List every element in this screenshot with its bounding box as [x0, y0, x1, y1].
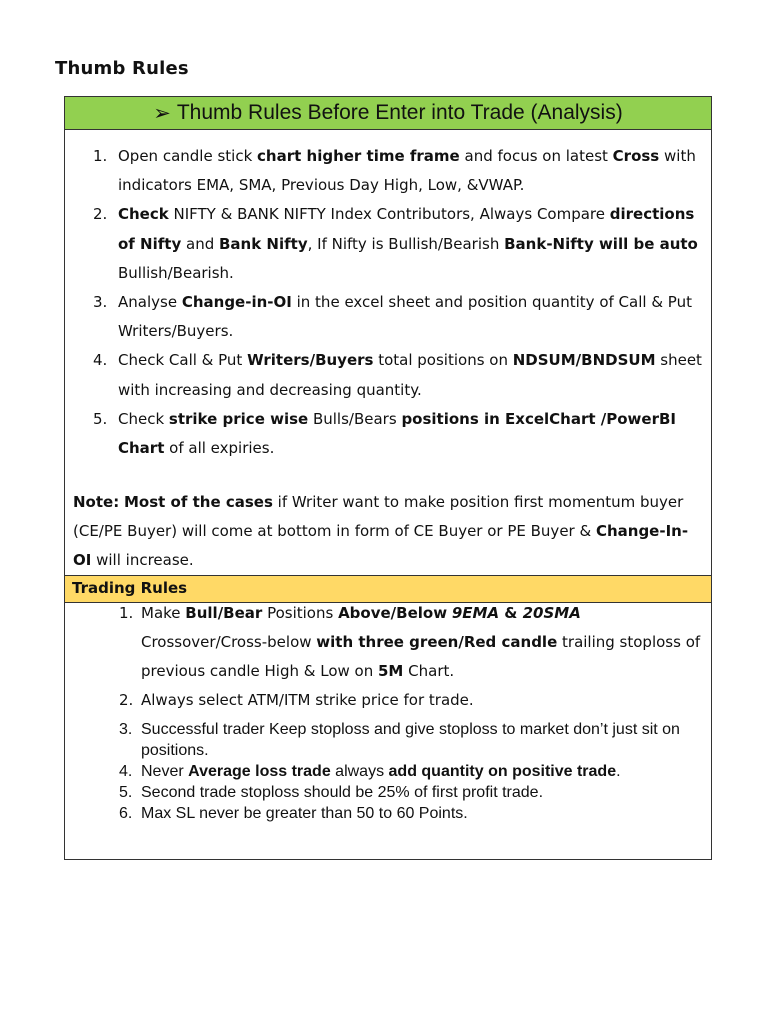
analysis-header — [65, 97, 711, 130]
text-run: of all expiries. — [164, 439, 275, 458]
list-number: 1. — [93, 147, 108, 165]
trading-list-a — [65, 599, 711, 715]
text-run: Average loss trade — [188, 763, 331, 780]
text-run: Bullish/Bearish. — [118, 263, 234, 282]
text-run: Never — [141, 763, 189, 780]
list-item — [65, 405, 711, 463]
trading-rules-header: Trading Rules — [65, 575, 711, 603]
text-run: and — [181, 234, 219, 253]
list-item — [65, 200, 711, 288]
text-run: sheet with increasing and decreasing quantity. — [118, 351, 702, 399]
text-run: Check — [118, 205, 169, 224]
list-item — [65, 599, 711, 686]
text-run: Max SL never be greater than 50 to 60 Points. — [141, 805, 468, 822]
list-item — [65, 803, 711, 824]
text-run: in the excel sheet and position quantity of Call & Put Writers/Buyers. — [118, 293, 692, 341]
list-number: 1. — [119, 604, 134, 622]
list-number: 5. — [119, 784, 133, 801]
text-run: Chart. — [403, 662, 455, 680]
text-run: will increase. — [91, 550, 194, 569]
text-run: NIFTY & BANK NIFTY Index Contributors, Always Compare — [168, 205, 610, 224]
text-run: Change-in-OI — [181, 293, 292, 312]
text-run: . — [616, 763, 621, 780]
text-run: Bank Nifty — [219, 234, 308, 253]
text-run: with three green/Red candle — [316, 633, 558, 651]
list-number: 2. — [119, 691, 134, 709]
text-run: Note: — [73, 493, 120, 512]
text-run: , If Nifty is Bullish/Bearish — [307, 234, 505, 253]
text-run: Check Call & Put — [118, 351, 248, 370]
list-item — [65, 686, 711, 715]
text-run: Open candle stick — [118, 147, 258, 165]
list-item — [65, 782, 711, 803]
text-run: Make — [141, 604, 186, 622]
text-run: Cross — [612, 147, 660, 165]
text-run: Bull/Bear — [185, 604, 263, 622]
list-number: 4. — [119, 763, 133, 780]
text-run: always — [330, 763, 389, 780]
text-run: Always select ATM/ITM strike price for trade. — [141, 691, 474, 709]
list-item — [65, 719, 711, 761]
text-run: & — [499, 604, 523, 622]
list-number: 3. — [93, 293, 108, 312]
page-title: Thumb Rules — [55, 58, 189, 79]
text-run: NDSUM/BNDSUM — [512, 351, 656, 370]
text-run: trailing stoploss of previous candle High & Low on — [141, 633, 701, 680]
text-run: Crossover/Cross-below — [141, 633, 317, 651]
list-number: 6. — [119, 805, 133, 822]
list-number: 4. — [93, 351, 108, 370]
text-run: strike price wise — [168, 409, 309, 428]
note-paragraph — [65, 488, 711, 574]
text-run: Bank-Nifty will be auto — [504, 234, 698, 253]
text-run: positions in ExcelChart /PowerBI Chart — [118, 409, 676, 458]
list-number: 5. — [93, 409, 108, 428]
text-run: if Writer want to make position first momentum buyer (CE/PE Buyer) will come at bottom in form of CE Buyer or PE Buyer & — [73, 493, 684, 541]
list-number: 2. — [93, 205, 108, 224]
text-run: chart higher time frame — [257, 147, 460, 165]
rules-box — [64, 96, 712, 860]
list-number: 3. — [119, 721, 133, 738]
text-run: 5M — [378, 662, 404, 680]
text-run: Second trade stoploss should be 25% of first profit trade. — [141, 784, 544, 801]
text-run: 20SMA — [522, 604, 581, 622]
list-item — [65, 346, 711, 404]
text-run: Bulls/Bears — [308, 409, 402, 428]
text-run: Most of the cases — [123, 493, 273, 512]
text-run: Writers/Buyers — [247, 351, 374, 370]
analysis-header-text: Thumb Rules Before Enter into Trade (Analysis) — [176, 101, 623, 124]
text-run: total positions on — [373, 351, 513, 370]
analysis-list — [65, 130, 711, 463]
trading-rules — [65, 601, 711, 824]
text-run: Successful trader Keep stoploss and give stoploss to market don’t just sit on positions. — [141, 721, 680, 759]
text-run: Above/Below — [338, 604, 448, 622]
list-item — [65, 288, 711, 346]
text-run: Check — [118, 409, 169, 428]
trading-list-b — [65, 719, 711, 824]
text-run: directions of Nifty — [118, 205, 695, 253]
text-run: add quantity on positive trade — [388, 763, 617, 780]
list-item — [65, 142, 711, 200]
text-run: Positions — [262, 604, 339, 622]
list-item — [65, 761, 711, 782]
arrow-bullet-icon: ➢ — [153, 101, 171, 125]
text-run: Change-In-OI — [73, 522, 689, 569]
text-run: with indicators EMA, SMA, Previous Day High, Low, &VWAP. — [118, 147, 696, 195]
text-run: and focus on latest — [459, 147, 613, 165]
text-run: 9EMA — [451, 604, 500, 622]
text-run: Analyse — [118, 293, 182, 312]
